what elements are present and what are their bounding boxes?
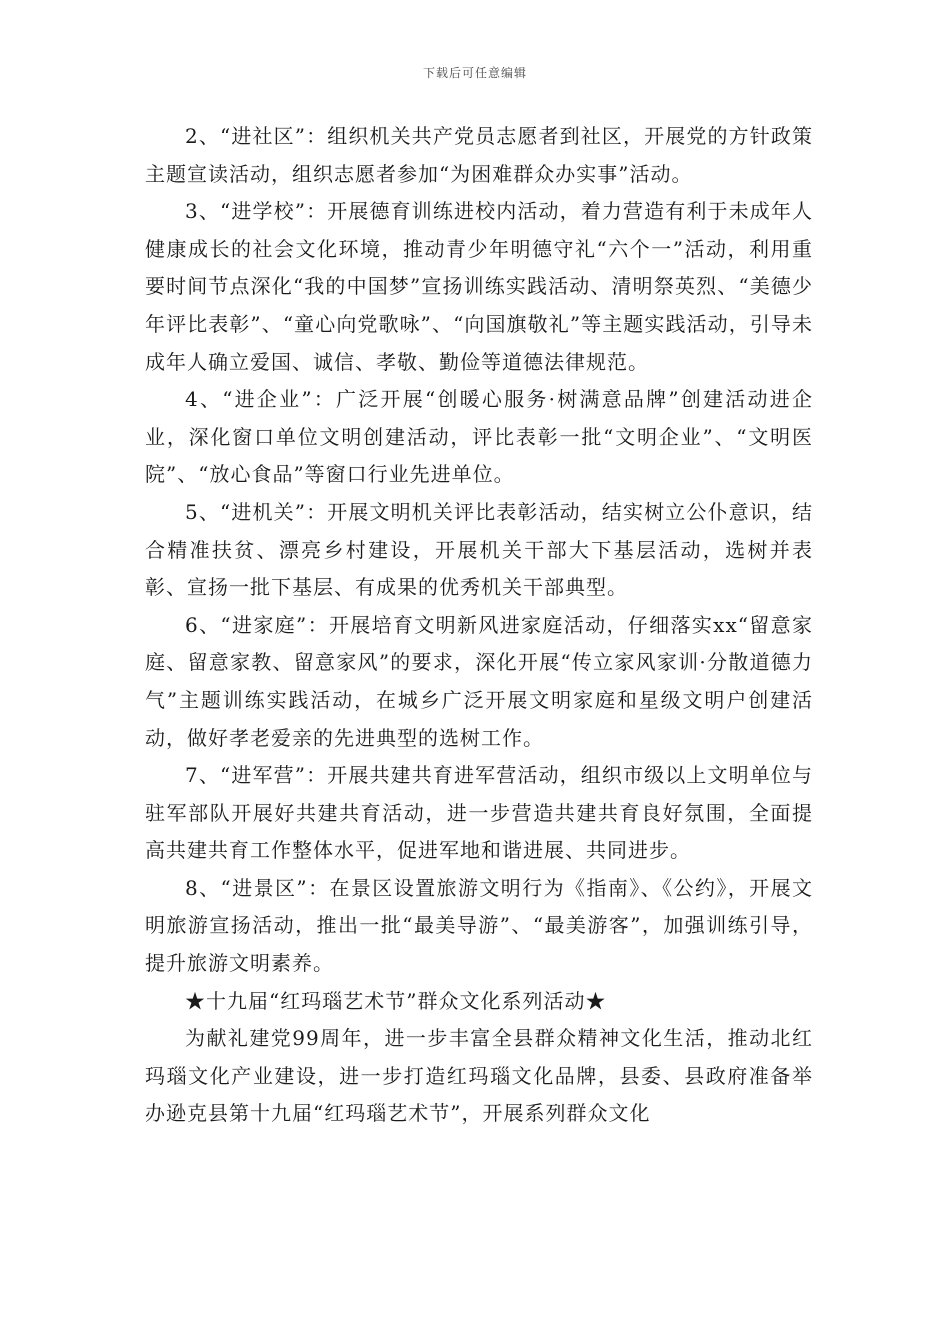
- section-heading: ★十九届“红玛瑙艺术节”群众文化系列活动★: [185, 988, 607, 1013]
- paragraph-item-2: 2、“进社区”：组织机关共产党员志愿者到社区，开展党的方针政策主题宣读活动，组织志愿者参加“为困难群众办实事”活动。: [145, 124, 813, 186]
- paragraph-item-6: 6、“进家庭”：开展培育文明新风进家庭活动，仔细落实xx“留意家庭、留意家教、留意家风”的要求，深化开展“传立家风家训·分散道德力气”主题训练实践活动，在城乡广泛开展文明家庭和星级文明户创建活动，做好孝老爱亲的先进典型的选树工作。: [145, 612, 813, 750]
- paragraph-item-8: 8、“进景区”：在景区设置旅游文明行为《指南》、《公约》，开展文明旅游宣扬活动，推出一批“最美导游”、“最美游客”，加强训练引导，提升旅游文明素养。: [145, 875, 813, 976]
- paragraph-item-5: 5、“进机关”：开展文明机关评比表彰活动，结实树立公仆意识，结合精准扶贫、漂亮乡村建设，开展机关干部大下基层活动，选树并表彰、宣扬一批下基层、有成果的优秀机关干部典型。: [145, 499, 813, 600]
- document-body: [145, 118, 813, 1133]
- paragraph-intro: 为献礼建党99周年，进一步丰富全县群众精神文化生活，推动北红玛瑙文化产业建设，进一步打造红玛瑙文化品牌，县委、县政府准备举办逊克县第十九届“红玛瑙艺术节”，开展系列群众文化: [145, 1026, 813, 1126]
- header-note: 下载后可任意编辑: [422, 66, 527, 80]
- paragraph-item-4: 4、“进企业”：广泛开展“创暖心服务·树满意品牌”创建活动进企业，深化窗口单位文明创建活动，评比表彰一批“文明企业”、“文明医院”、“放心食品”等窗口行业先进单位。: [145, 387, 813, 487]
- paragraph-item-3: 3、“进学校”：开展德育训练进校内活动，着力营造有利于未成年人健康成长的社会文化环境，推动青少年明德守礼“六个一”活动，利用重要时间节点深化“我的中国梦”宣扬训练实践活动、清明祭英烈、“美德少年评比表彰”、“童心向党歌咏”、“向国旗敬礼”等主题实践活动，引导未成年人确立爱国、诚信、孝敬、勤俭等道德法律规范。: [145, 199, 813, 374]
- paragraph-item-7: 7、“进军营”：开展共建共育进军营活动，组织市级以上文明单位与驻军部队开展好共建共育活动，进一步营造共建共育良好氛围，全面提高共建共育工作整体水平，促进军地和谐进展、共同进步。: [145, 763, 813, 863]
